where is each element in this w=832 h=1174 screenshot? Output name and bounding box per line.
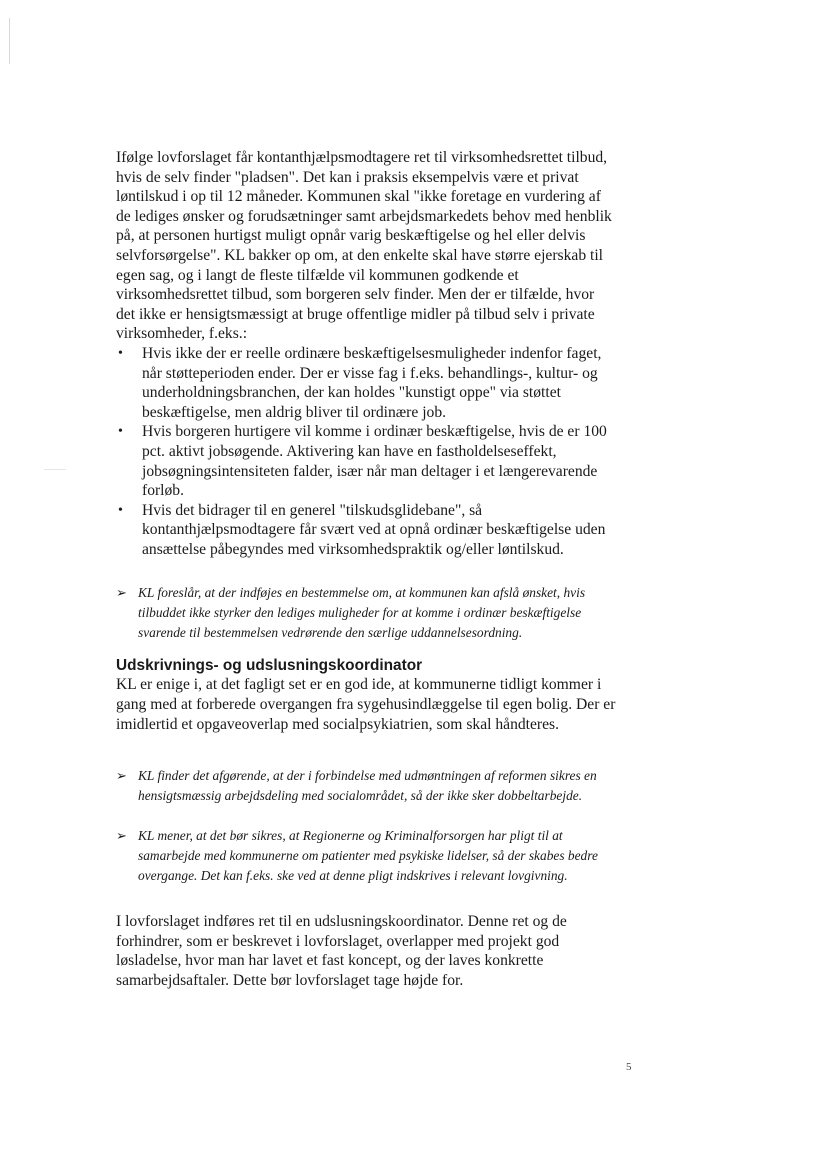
- kl-proposal-3: [116, 826, 616, 886]
- scan-edge-mark: [9, 18, 10, 64]
- bullet-item: [116, 344, 616, 422]
- kl-proposal-1: [116, 583, 616, 643]
- proposal-text: KL finder det afgørende, at der i forbindelse med udmøntningen af reformen sikres en hensigtsmæssig arbejdsdeling med socialområdet, så der ikke sker dobbeltarbejde.: [138, 768, 597, 804]
- document-body: [116, 148, 616, 991]
- bullet-icon: •: [118, 502, 123, 518]
- section-heading: Udskrivnings- og udslusningskoordinator: [116, 657, 423, 675]
- closing-paragraph: I lovforslaget indføres ret til en udslusningskoordinator. Denne ret og de forhindrer, som er beskrevet i lovforslaget, overlapper med projekt god løsladelse, hvor man har lavet et fast koncept, og der laves konkrette samarbejdsaftaler. Dette bør lovforslaget tage højde for.: [116, 913, 567, 990]
- bullet-item: [116, 501, 616, 560]
- arrow-icon: ➢: [116, 768, 127, 784]
- bullet-list: [116, 344, 616, 560]
- bullet-text: Hvis det bidrager til en generel "tilskudsglidebane", så kontanthjælpsmodtagere får svært ved at opnå ordinær beskæftigelse uden ansættelse påbegyndes med virksomhedspraktik og/eller løntilskud.: [142, 501, 606, 558]
- proposal-text: KL foreslår, at der indføjes en bestemmelse om, at kommunen kan afslå ønsket, hvis tilbuddet ikke styrker den lediges muligheder for at komme i ordinær beskæftigelse svarende til bestemmelsen vedrørende den særlige uddannelsesordning.: [138, 585, 586, 641]
- scan-dash-mark: [44, 469, 66, 470]
- kl-proposal-2: [116, 766, 616, 806]
- arrow-icon: ➢: [116, 585, 127, 601]
- bullet-item: [116, 422, 616, 500]
- proposal-text: KL mener, at det bør sikres, at Regionerne og Kriminalforsorgen har pligt til at samarbejde med kommunerne om patienter med psykiske lidelser, så der skabes bedre overgange. Det kan f.eks. ske ved at denne pligt indskrives i relevant lovgivning.: [138, 828, 598, 884]
- intro-paragraph: Ifølge lovforslaget får kontanthjælpsmodtagere ret til virksomhedsrettet tilbud, hvis de selv finder "pladsen". Det kan i praksis eksempelvis være et privat løntilskud i op til 12 måneder. Kommunen skal "ikke foretage en vurdering af de lediges ønsker og forudsætninger samt arbejdsmarkedets behov med henblik på, at personen hurtigst muligt opnår varig beskæftigelse og hel eller delvis selvforsørgelse". KL bakker op om, at den enkelte skal have større ejerskab til egen sag, og i langt de fleste tilfælde vil kommunen godkende et virksomhedsrettet tilbud, som borgeren selv finder. Men der er tilfælde, hvor det ikke er hensigtsmæssigt at bruge offentlige midler på tilbud selv i private virksomheder, f.eks.:: [116, 149, 612, 343]
- bullet-icon: •: [118, 345, 123, 361]
- bullet-text: Hvis ikke der er reelle ordinære beskæftigelsesmuligheder indenfor faget, når støtteperioden ender. Der er visse fag i f.eks. behandlings-, kultur- og underholdningsbranchen, der kan holdes "kunstigt oppe" via støttet beskæftigelse, men aldrig bliver til ordinære job.: [142, 344, 602, 421]
- bullet-text: Hvis borgeren hurtigere vil komme i ordinær beskæftigelse, hvis de er 100 pct. aktivt jobsøgende. Aktivering kan have en fastholdelseseffekt, jobsøgningsintensiteten falder, især når man deltager i et længerevarende forløb.: [142, 423, 607, 500]
- arrow-icon: ➢: [116, 828, 127, 844]
- bullet-icon: •: [118, 424, 123, 440]
- page-number: 5: [626, 1061, 632, 1073]
- section-paragraph: KL er enige i, at det fagligt set er en god ide, at kommunerne tidligt kommer i gang med at forberede overgangen fra sygehusindlæggelse til egen bolig. Der er imidlertid et opgaveoverlap med socialpsykiatrien, som skal håndteres.: [116, 676, 616, 733]
